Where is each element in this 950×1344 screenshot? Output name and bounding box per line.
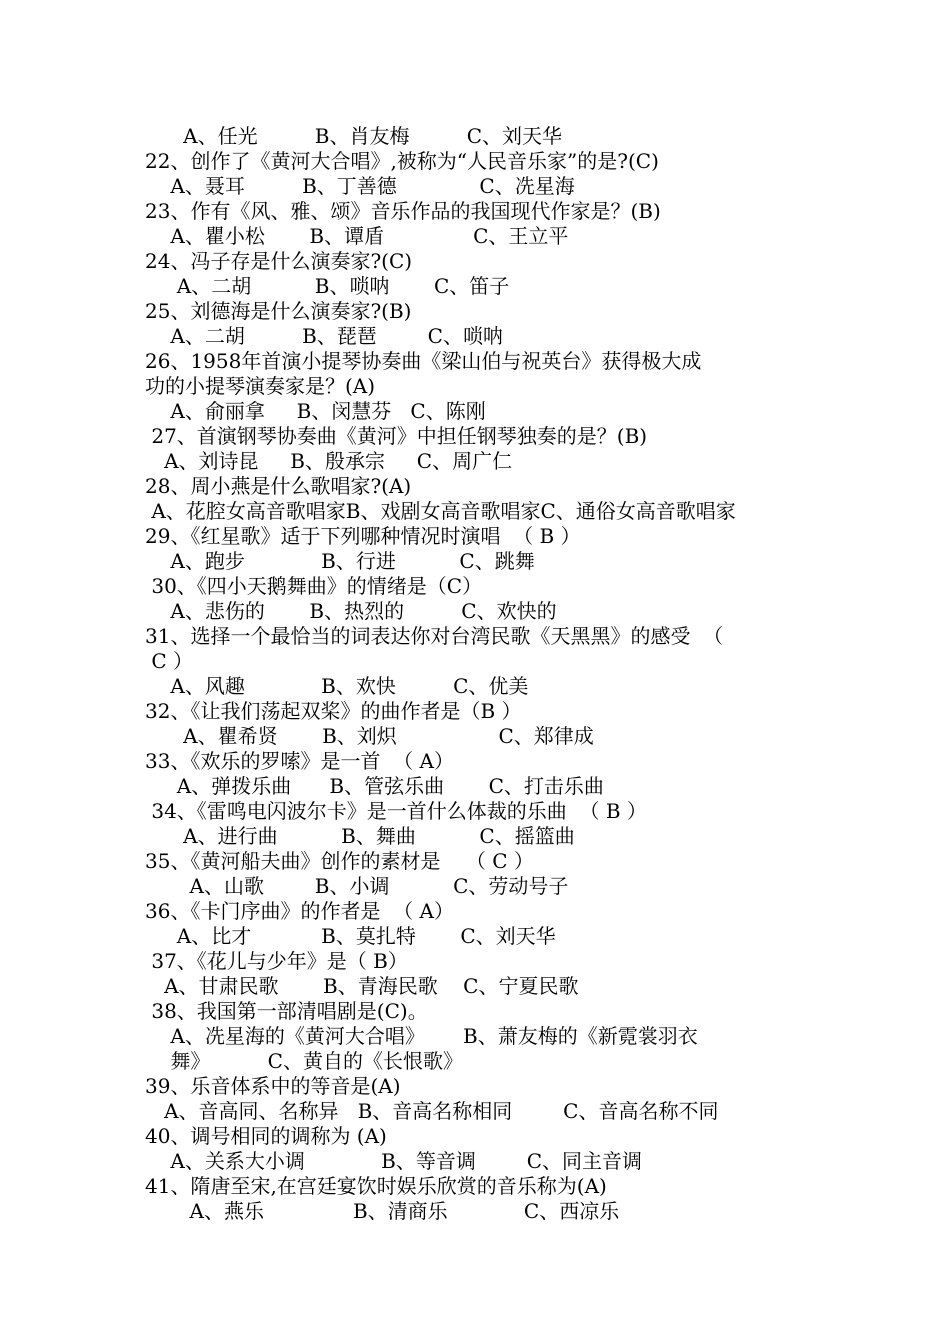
- answer-line: A、进行曲 B、舞曲 C、摇篮曲: [145, 824, 575, 848]
- question-line: 27、首演钢琴协奏曲《黄河》中担任钢琴独奏的是？(B): [145, 424, 648, 448]
- question-line: 32、《让我们荡起双桨》的曲作者是（B ）: [145, 699, 522, 723]
- question-line: 22、创作了《黄河大合唱》,被称为“人民音乐家”的是?(C): [145, 149, 659, 173]
- question-line: 35、《黄河船夫曲》创作的素材是 （ C ）: [145, 849, 534, 873]
- answer-line: A、甘肃民歌 B、青海民歌 C、宁夏民歌: [145, 974, 579, 998]
- answer-line: A、瞿希贤 B、刘炽 C、郑律成: [145, 724, 594, 748]
- question-line: 34、《雷鸣电闪波尔卡》是一首什么体裁的乐曲 （ B ）: [145, 799, 647, 823]
- answer-line: A、瞿小松 B、谭盾 C、王立平: [145, 224, 569, 248]
- answer-line: A、俞丽拿 B、闵慧芬 C、陈刚: [145, 399, 486, 423]
- answer-line: A、弹拨乐曲 B、管弦乐曲 C、打击乐曲: [145, 774, 604, 798]
- answer-line: A、关系大小调 B、等音调 C、同主音调: [145, 1149, 643, 1173]
- question-line: 37、《花儿与少年》是（ B）: [145, 949, 408, 973]
- question-line: 24、冯子存是什么演奏家?(C): [145, 249, 413, 273]
- answer-line: A、跑步 B、行进 C、跳舞: [145, 549, 535, 573]
- question-line: 30、《四小天鹅舞曲》的情绪是（C）: [145, 574, 483, 598]
- question-line: 39、乐音体系中的等音是(A): [145, 1074, 401, 1098]
- question-line: 28、周小燕是什么歌唱家?(A): [145, 474, 412, 498]
- answer-line: 功的小提琴演奏家是？(A): [145, 374, 376, 398]
- answer-line: C ）: [145, 649, 194, 673]
- answer-line: A、刘诗昆 B、殷承宗 C、周广仁: [145, 449, 513, 473]
- answer-line: A、音高同、名称异 B、音高名称相同 C、音高名称不同: [145, 1099, 719, 1123]
- answer-line: A、二胡 B、琵琶 C、唢呐: [145, 324, 503, 348]
- question-line: 23、作有《风、雅、颂》音乐作品的我国现代作家是？(B): [145, 199, 661, 223]
- question-line: 38、我国第一部清唱剧是(C)。: [145, 999, 428, 1023]
- answer-line: A、风趣 B、欢快 C、优美: [145, 674, 529, 698]
- answer-line: A、冼星海的《黄河大合唱》 B、萧友梅的《新霓裳羽衣: [145, 1024, 698, 1048]
- question-line: 36、《卡门序曲》的作者是 （ A）: [145, 899, 454, 923]
- answer-line: A、二胡 B、唢呐 C、笛子: [145, 274, 510, 298]
- answer-line: A、聂耳 B、丁善德 C、冼星海: [145, 174, 575, 198]
- answer-line: 舞》 C、黄自的《长恨歌》: [145, 1049, 463, 1073]
- answer-line: A、任光 B、肖友梅 C、刘天华: [145, 124, 563, 148]
- question-line: 26、1958年首演小提琴协奏曲《梁山伯与祝英台》获得极大成: [145, 349, 702, 373]
- question-line: 29、《红星歌》适于下列哪种情况时演唱 （ B ）: [145, 524, 581, 548]
- answer-line: A、山歌 B、小调 C、劳动号子: [145, 874, 569, 898]
- answer-line: A、燕乐 B、清商乐 C、西凉乐: [145, 1199, 620, 1223]
- question-line: 33、《欢乐的罗嗦》是一首 （ A）: [145, 749, 454, 773]
- question-line: 40、调号相同的调称为 (A): [145, 1124, 387, 1148]
- answer-line: A、悲伤的 B、热烈的 C、欢快的: [145, 599, 557, 623]
- question-line: 41、隋唐至宋,在宫廷宴饮时娱乐欣赏的音乐称为(A): [145, 1174, 607, 1198]
- answer-line: A、比才 B、莫扎特 C、刘天华: [145, 924, 556, 948]
- question-line: 31、选择一个最恰当的词表达你对台湾民歌《天黑黑》的感受 （: [145, 624, 724, 648]
- answer-line: A、花腔女高音歌唱家B、戏剧女高音歌唱家C、通俗女高音歌唱家: [145, 499, 736, 523]
- question-line: 25、刘德海是什么演奏家?(B): [145, 299, 412, 323]
